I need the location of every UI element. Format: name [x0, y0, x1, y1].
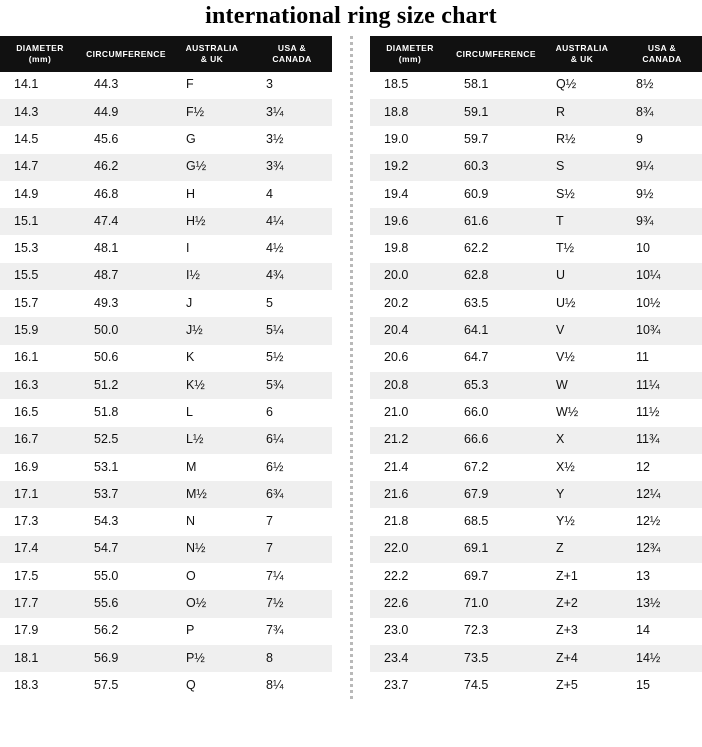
cell-diameter: 21.4	[370, 454, 450, 481]
table-row	[370, 399, 702, 426]
column-header-usa-canada-line2: CANADA	[272, 54, 312, 65]
table-row	[0, 672, 332, 699]
cell-circumference: 52.5	[80, 427, 172, 454]
cell-diameter: 16.1	[0, 345, 80, 372]
cell-australia-uk: S	[542, 154, 622, 181]
cell-usa-canada: 13½	[622, 590, 702, 617]
cell-usa-canada: 7¾	[252, 618, 332, 645]
column-header-circumference	[450, 36, 542, 71]
cell-diameter: 17.5	[0, 563, 80, 590]
column-header-circumference-line1: CIRCUMFERENCE	[86, 48, 166, 59]
cell-diameter: 23.4	[370, 645, 450, 672]
table-row	[0, 72, 332, 99]
column-header-australia-uk	[542, 36, 622, 71]
table-row	[370, 126, 702, 153]
cell-australia-uk: Y	[542, 481, 622, 508]
column-header-australia-uk-line1: AUSTRALIA	[185, 43, 239, 54]
cell-usa-canada: 4½	[252, 235, 332, 262]
cell-usa-canada: 5¼	[252, 317, 332, 344]
cell-circumference: 44.9	[80, 99, 172, 126]
cell-circumference: 68.5	[450, 508, 542, 535]
cell-diameter: 15.3	[0, 235, 80, 262]
cell-usa-canada: 15	[622, 672, 702, 699]
right-table-body	[370, 72, 702, 700]
cell-circumference: 64.1	[450, 317, 542, 344]
table-row	[370, 454, 702, 481]
cell-circumference: 72.3	[450, 618, 542, 645]
table-row	[370, 208, 702, 235]
table-row	[0, 263, 332, 290]
cell-usa-canada: 7	[252, 536, 332, 563]
cell-australia-uk: P½	[172, 645, 252, 672]
cell-circumference: 58.1	[450, 72, 542, 99]
cell-diameter: 21.0	[370, 399, 450, 426]
table-row	[0, 126, 332, 153]
cell-circumference: 53.7	[80, 481, 172, 508]
cell-circumference: 46.2	[80, 154, 172, 181]
table-row	[370, 99, 702, 126]
cell-diameter: 17.7	[0, 590, 80, 617]
cell-circumference: 53.1	[80, 454, 172, 481]
cell-diameter: 19.0	[370, 126, 450, 153]
table-row	[0, 618, 332, 645]
cell-circumference: 44.3	[80, 72, 172, 99]
cell-usa-canada: 11¾	[622, 427, 702, 454]
cell-usa-canada: 4	[252, 181, 332, 208]
cell-usa-canada: 7½	[252, 590, 332, 617]
column-header-usa-canada-line2: CANADA	[642, 54, 682, 65]
cell-australia-uk: S½	[542, 181, 622, 208]
column-header-usa-canada-line1: USA &	[647, 43, 677, 54]
cell-circumference: 54.3	[80, 508, 172, 535]
cell-diameter: 14.7	[0, 154, 80, 181]
cell-diameter: 20.6	[370, 345, 450, 372]
cell-diameter: 15.9	[0, 317, 80, 344]
table-row	[0, 372, 332, 399]
left-size-table	[0, 36, 332, 699]
column-header-usa-canada	[252, 36, 332, 71]
cell-diameter: 20.4	[370, 317, 450, 344]
table-row	[370, 508, 702, 535]
table-row	[370, 536, 702, 563]
left-table-header	[0, 36, 332, 71]
cell-australia-uk: L½	[172, 427, 252, 454]
cell-australia-uk: R	[542, 99, 622, 126]
cell-circumference: 59.7	[450, 126, 542, 153]
cell-circumference: 55.0	[80, 563, 172, 590]
cell-circumference: 46.8	[80, 181, 172, 208]
cell-circumference: 69.7	[450, 563, 542, 590]
cell-circumference: 50.6	[80, 345, 172, 372]
cell-australia-uk: P	[172, 618, 252, 645]
table-row	[370, 235, 702, 262]
cell-diameter: 18.5	[370, 72, 450, 99]
cell-usa-canada: 10½	[622, 290, 702, 317]
cell-australia-uk: Z	[542, 536, 622, 563]
table-row	[0, 399, 332, 426]
table-row	[370, 263, 702, 290]
column-header-diameter	[0, 36, 80, 71]
cell-australia-uk: T	[542, 208, 622, 235]
cell-usa-canada: 3¾	[252, 154, 332, 181]
cell-australia-uk: V½	[542, 345, 622, 372]
cell-australia-uk: F½	[172, 99, 252, 126]
cell-circumference: 73.5	[450, 645, 542, 672]
right-size-table	[370, 36, 702, 699]
cell-usa-canada: 11¼	[622, 372, 702, 399]
cell-usa-canada: 10	[622, 235, 702, 262]
table-row	[370, 72, 702, 99]
table-row	[370, 154, 702, 181]
cell-australia-uk: Z+5	[542, 672, 622, 699]
cell-australia-uk: L	[172, 399, 252, 426]
cell-diameter: 17.3	[0, 508, 80, 535]
column-header-circumference-line1: CIRCUMFERENCE	[456, 48, 536, 59]
cell-usa-canada: 8¾	[622, 99, 702, 126]
table-row	[0, 235, 332, 262]
table-row	[370, 345, 702, 372]
cell-diameter: 22.2	[370, 563, 450, 590]
cell-usa-canada: 6½	[252, 454, 332, 481]
cell-usa-canada: 12¼	[622, 481, 702, 508]
cell-diameter: 16.7	[0, 427, 80, 454]
header-row	[0, 36, 332, 71]
cell-diameter: 20.8	[370, 372, 450, 399]
cell-diameter: 14.9	[0, 181, 80, 208]
cell-circumference: 51.8	[80, 399, 172, 426]
cell-circumference: 66.6	[450, 427, 542, 454]
column-header-diameter-line1: DIAMETER	[16, 43, 64, 54]
cell-australia-uk: K½	[172, 372, 252, 399]
cell-usa-canada: 9¼	[622, 154, 702, 181]
cell-circumference: 45.6	[80, 126, 172, 153]
cell-australia-uk: N½	[172, 536, 252, 563]
cell-usa-canada: 14	[622, 618, 702, 645]
cell-diameter: 21.6	[370, 481, 450, 508]
cell-circumference: 54.7	[80, 536, 172, 563]
cell-usa-canada: 6	[252, 399, 332, 426]
cell-circumference: 65.3	[450, 372, 542, 399]
cell-diameter: 20.0	[370, 263, 450, 290]
cell-australia-uk: W½	[542, 399, 622, 426]
cell-diameter: 21.2	[370, 427, 450, 454]
table-row	[370, 590, 702, 617]
table-row	[0, 290, 332, 317]
cell-circumference: 63.5	[450, 290, 542, 317]
cell-diameter: 16.5	[0, 399, 80, 426]
cell-australia-uk: T½	[542, 235, 622, 262]
cell-usa-canada: 10¾	[622, 317, 702, 344]
cell-circumference: 56.2	[80, 618, 172, 645]
cell-diameter: 17.1	[0, 481, 80, 508]
column-header-diameter	[370, 36, 450, 71]
cell-usa-canada: 9	[622, 126, 702, 153]
table-row	[0, 99, 332, 126]
cell-australia-uk: N	[172, 508, 252, 535]
cell-australia-uk: U½	[542, 290, 622, 317]
table-row	[0, 208, 332, 235]
column-header-usa-canada-line1: USA &	[277, 43, 307, 54]
cell-diameter: 16.3	[0, 372, 80, 399]
table-row	[370, 563, 702, 590]
cell-usa-canada: 8	[252, 645, 332, 672]
cell-circumference: 48.1	[80, 235, 172, 262]
cell-usa-canada: 3	[252, 72, 332, 99]
cell-usa-canada: 10¼	[622, 263, 702, 290]
cell-diameter: 17.4	[0, 536, 80, 563]
cell-circumference: 74.5	[450, 672, 542, 699]
cell-australia-uk: H	[172, 181, 252, 208]
cell-circumference: 64.7	[450, 345, 542, 372]
cell-australia-uk: G½	[172, 154, 252, 181]
cell-usa-canada: 3¼	[252, 99, 332, 126]
table-row	[0, 590, 332, 617]
table-row	[0, 181, 332, 208]
cell-diameter: 16.9	[0, 454, 80, 481]
table-row	[370, 672, 702, 699]
table-row	[0, 154, 332, 181]
cell-circumference: 59.1	[450, 99, 542, 126]
cell-circumference: 66.0	[450, 399, 542, 426]
cell-usa-canada: 8¼	[252, 672, 332, 699]
cell-australia-uk: Z+1	[542, 563, 622, 590]
cell-circumference: 62.2	[450, 235, 542, 262]
column-header-australia-uk-line1: AUSTRALIA	[555, 43, 609, 54]
cell-australia-uk: V	[542, 317, 622, 344]
column-header-australia-uk-line2: & UK	[570, 54, 594, 65]
cell-circumference: 71.0	[450, 590, 542, 617]
cell-australia-uk: H½	[172, 208, 252, 235]
cell-australia-uk: F	[172, 72, 252, 99]
cell-usa-canada: 3½	[252, 126, 332, 153]
cell-usa-canada: 11½	[622, 399, 702, 426]
cell-circumference: 47.4	[80, 208, 172, 235]
cell-circumference: 56.9	[80, 645, 172, 672]
cell-diameter: 20.2	[370, 290, 450, 317]
cell-usa-canada: 12	[622, 454, 702, 481]
column-header-diameter-line2: (mm)	[28, 54, 52, 65]
table-row	[0, 508, 332, 535]
cell-diameter: 18.3	[0, 672, 80, 699]
table-row	[370, 481, 702, 508]
cell-circumference: 61.6	[450, 208, 542, 235]
cell-australia-uk: Z+2	[542, 590, 622, 617]
cell-usa-canada: 9¾	[622, 208, 702, 235]
column-header-circumference	[80, 36, 172, 71]
cell-australia-uk: R½	[542, 126, 622, 153]
table-row	[370, 317, 702, 344]
cell-australia-uk: K	[172, 345, 252, 372]
cell-usa-canada: 4¾	[252, 263, 332, 290]
cell-australia-uk: I½	[172, 263, 252, 290]
cell-australia-uk: Z+3	[542, 618, 622, 645]
table-row	[0, 454, 332, 481]
cell-diameter: 19.2	[370, 154, 450, 181]
cell-usa-canada: 7	[252, 508, 332, 535]
column-header-usa-canada	[622, 36, 702, 71]
cell-diameter: 22.0	[370, 536, 450, 563]
cell-diameter: 15.5	[0, 263, 80, 290]
table-row	[0, 427, 332, 454]
vertical-dotted-divider	[332, 36, 370, 699]
cell-diameter: 19.8	[370, 235, 450, 262]
cell-diameter: 14.5	[0, 126, 80, 153]
cell-australia-uk: Z+4	[542, 645, 622, 672]
cell-australia-uk: I	[172, 235, 252, 262]
table-row	[0, 645, 332, 672]
table-row	[0, 481, 332, 508]
tables-container	[0, 36, 702, 699]
cell-australia-uk: U	[542, 263, 622, 290]
column-header-australia-uk	[172, 36, 252, 71]
cell-diameter: 18.8	[370, 99, 450, 126]
cell-usa-canada: 6¾	[252, 481, 332, 508]
right-table-header	[370, 36, 702, 71]
cell-circumference: 67.2	[450, 454, 542, 481]
cell-circumference: 49.3	[80, 290, 172, 317]
table-row	[370, 618, 702, 645]
cell-diameter: 15.7	[0, 290, 80, 317]
table-row	[370, 181, 702, 208]
cell-usa-canada: 9½	[622, 181, 702, 208]
cell-diameter: 19.4	[370, 181, 450, 208]
cell-usa-canada: 11	[622, 345, 702, 372]
cell-usa-canada: 13	[622, 563, 702, 590]
cell-australia-uk: M½	[172, 481, 252, 508]
left-table-wrapper	[0, 36, 332, 699]
cell-usa-canada: 5	[252, 290, 332, 317]
cell-diameter: 14.1	[0, 72, 80, 99]
column-header-australia-uk-line2: & UK	[200, 54, 224, 65]
cell-diameter: 23.7	[370, 672, 450, 699]
table-row	[0, 563, 332, 590]
cell-australia-uk: Q	[172, 672, 252, 699]
cell-usa-canada: 5¾	[252, 372, 332, 399]
cell-usa-canada: 12½	[622, 508, 702, 535]
column-header-diameter-line2: (mm)	[398, 54, 422, 65]
left-table-body	[0, 72, 332, 700]
cell-diameter: 19.6	[370, 208, 450, 235]
cell-circumference: 57.5	[80, 672, 172, 699]
cell-australia-uk: O	[172, 563, 252, 590]
cell-usa-canada: 4¼	[252, 208, 332, 235]
cell-australia-uk: G	[172, 126, 252, 153]
cell-australia-uk: O½	[172, 590, 252, 617]
cell-usa-canada: 14½	[622, 645, 702, 672]
cell-australia-uk: X½	[542, 454, 622, 481]
cell-diameter: 18.1	[0, 645, 80, 672]
cell-australia-uk: X	[542, 427, 622, 454]
table-row	[0, 317, 332, 344]
cell-diameter: 21.8	[370, 508, 450, 535]
cell-diameter: 14.3	[0, 99, 80, 126]
cell-usa-canada: 7¼	[252, 563, 332, 590]
cell-australia-uk: Y½	[542, 508, 622, 535]
page-title: international ring size chart	[205, 3, 497, 29]
divider-line	[350, 36, 353, 699]
cell-usa-canada: 6¼	[252, 427, 332, 454]
cell-australia-uk: W	[542, 372, 622, 399]
cell-australia-uk: M	[172, 454, 252, 481]
cell-diameter: 23.0	[370, 618, 450, 645]
cell-diameter: 17.9	[0, 618, 80, 645]
cell-australia-uk: Q½	[542, 72, 622, 99]
table-row	[370, 372, 702, 399]
cell-circumference: 48.7	[80, 263, 172, 290]
cell-australia-uk: J	[172, 290, 252, 317]
cell-diameter: 22.6	[370, 590, 450, 617]
cell-circumference: 67.9	[450, 481, 542, 508]
table-row	[0, 345, 332, 372]
cell-circumference: 60.3	[450, 154, 542, 181]
cell-circumference: 50.0	[80, 317, 172, 344]
cell-circumference: 62.8	[450, 263, 542, 290]
cell-circumference: 69.1	[450, 536, 542, 563]
cell-circumference: 60.9	[450, 181, 542, 208]
table-row	[0, 536, 332, 563]
cell-usa-canada: 12¾	[622, 536, 702, 563]
header-row	[370, 36, 702, 71]
cell-usa-canada: 8½	[622, 72, 702, 99]
cell-usa-canada: 5½	[252, 345, 332, 372]
cell-circumference: 51.2	[80, 372, 172, 399]
table-row	[370, 427, 702, 454]
table-row	[370, 645, 702, 672]
cell-circumference: 55.6	[80, 590, 172, 617]
cell-diameter: 15.1	[0, 208, 80, 235]
table-row	[370, 290, 702, 317]
column-header-diameter-line1: DIAMETER	[386, 43, 434, 54]
right-table-wrapper	[370, 36, 702, 699]
cell-australia-uk: J½	[172, 317, 252, 344]
